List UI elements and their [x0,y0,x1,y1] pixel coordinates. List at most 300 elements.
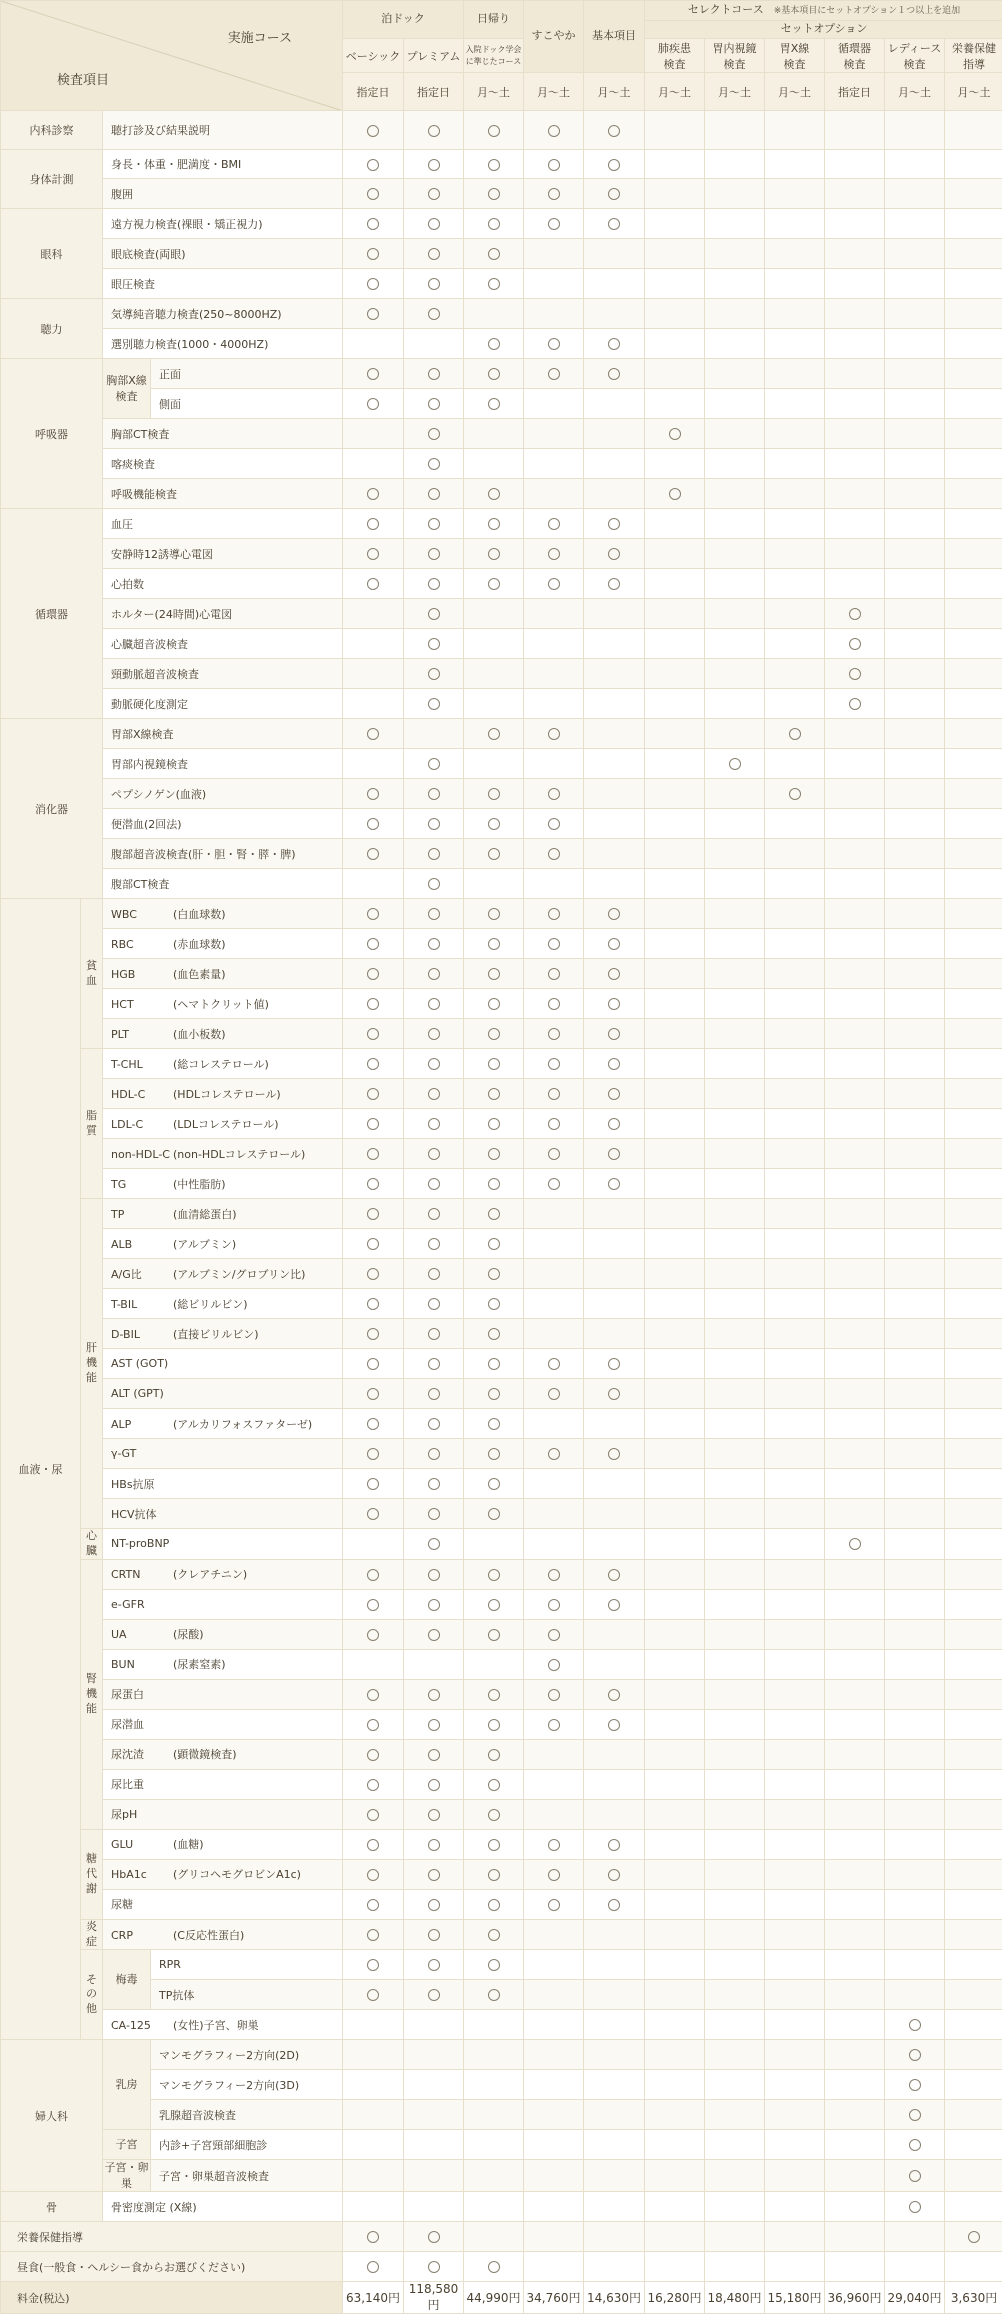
included-circle-icon [548,818,560,830]
mark-cell [645,1349,705,1379]
included-circle-icon [428,818,440,830]
mark-cell [705,449,765,479]
included-circle-icon [428,488,440,500]
mark-cell [945,1559,1002,1589]
mark-cell [705,1289,765,1319]
included-circle-icon [367,1599,379,1611]
item-label [103,809,343,839]
course-name-7: 胃X線 検査 [765,39,825,73]
mark-cell [645,2160,705,2192]
item-name: 胃部内視鏡検査 [111,757,188,771]
included-circle-icon [488,968,500,980]
mark-cell [825,209,885,239]
mark-cell [645,111,705,150]
mark-cell [464,479,524,509]
mark-cell [524,1139,584,1169]
mark-cell [343,1980,404,2010]
price-value: 36,960円 [825,2282,885,2314]
mark-cell [343,299,404,329]
mark-cell [645,1769,705,1799]
included-circle-icon [428,758,440,770]
included-circle-icon [428,1268,440,1280]
mark-cell [404,809,464,839]
item-label [151,1950,343,1980]
table-row [1,2252,1002,2282]
group-day: 日帰り [464,1,524,39]
mark-cell [524,1199,584,1229]
mark-cell [645,2070,705,2100]
included-circle-icon [669,428,681,440]
mark-cell [464,539,524,569]
included-circle-icon [367,998,379,1010]
included-circle-icon [548,908,560,920]
group-sukoyaka: すこやか [524,1,584,73]
mark-cell [825,239,885,269]
mark-cell [945,1499,1002,1529]
included-circle-icon [428,428,440,440]
mark-cell [343,1679,404,1709]
mark-cell [404,1950,464,1980]
mark-cell [343,2040,404,2070]
mark-cell [464,1950,524,1980]
included-circle-icon [849,668,861,680]
mark-cell [645,1859,705,1889]
mark-cell [645,1019,705,1049]
mark-cell [645,1079,705,1109]
subcategory-chest-xray: 胸部X線 検査 [103,359,151,419]
mark-cell [645,359,705,389]
item-name: 腹囲 [111,187,133,201]
mark-cell [584,359,645,389]
price-value: 3,630円 [945,2282,1002,2314]
mark-cell [404,1469,464,1499]
mark-cell [765,929,825,959]
mark-cell [825,299,885,329]
mark-cell [343,111,404,150]
mark-cell [464,1469,524,1499]
mark-cell [343,1739,404,1769]
mark-cell [705,959,765,989]
included-circle-icon [909,2201,921,2213]
included-circle-icon [909,2049,921,2061]
table-row [1,659,1002,689]
item-label [151,2040,343,2070]
mark-cell [524,2100,584,2130]
item-description: (アルブミン) [173,1237,237,1251]
mark-cell [343,1229,404,1259]
mark-cell [464,1799,524,1829]
item-description: (尿酸) [173,1628,204,1642]
item-label [103,1679,343,1709]
mark-cell [945,150,1002,179]
item-label [103,1349,343,1379]
included-circle-icon [608,1118,620,1130]
mark-cell [945,1199,1002,1229]
mark-cell [404,689,464,719]
item-label [103,1859,343,1889]
mark-cell [705,299,765,329]
included-circle-icon [367,908,379,920]
table-row [1,1049,1002,1079]
mark-cell [885,2010,945,2040]
mark-cell [885,1829,945,1859]
included-circle-icon [367,788,379,800]
mark-cell [705,1229,765,1259]
mark-cell [464,1679,524,1709]
mark-cell [945,179,1002,209]
mark-cell [343,1769,404,1799]
item-label [103,329,343,359]
mark-cell [645,539,705,569]
item-label [103,1019,343,1049]
included-circle-icon [909,2019,921,2031]
item-name: HCT [111,997,134,1011]
price-value: 44,990円 [464,2282,524,2314]
mark-cell [705,1079,765,1109]
course-name-2: 入院ドック学会 に準じたコース [464,39,524,73]
mark-cell [945,111,1002,150]
included-circle-icon [548,1899,560,1911]
included-circle-icon [428,1418,440,1430]
included-circle-icon [548,1088,560,1100]
mark-cell [524,1980,584,2010]
mark-cell [584,929,645,959]
mark-cell [765,479,825,509]
included-circle-icon [548,848,560,860]
included-circle-icon [548,1689,560,1701]
mark-cell [404,599,464,629]
mark-cell [404,869,464,899]
item-name: ホルター(24時間)心電図 [111,607,233,621]
mark-cell [524,389,584,419]
mark-cell [645,599,705,629]
mark-cell [825,1889,885,1919]
mark-cell [885,1169,945,1199]
course-name-10: 栄養保健 指導 [945,39,1002,73]
mark-cell [584,1799,645,1829]
included-circle-icon [608,968,620,980]
schedule-day-0: 指定日 [343,73,404,111]
included-circle-icon [608,1689,620,1701]
table-row [1,1259,1002,1289]
mark-cell [584,1439,645,1469]
included-circle-icon [367,488,379,500]
mark-cell [404,1739,464,1769]
mark-cell [945,2130,1002,2160]
included-circle-icon [367,1779,379,1791]
mark-cell [343,1199,404,1229]
mark-cell [705,1109,765,1139]
mark-cell [343,599,404,629]
mark-cell [464,869,524,899]
included-circle-icon [488,1989,500,2001]
table-row [1,1649,1002,1679]
included-circle-icon [428,1749,440,1761]
mark-cell [705,2222,765,2252]
item-name: UA [111,1628,127,1642]
mark-cell [343,479,404,509]
mark-cell [765,1859,825,1889]
mark-cell [765,779,825,809]
course-name-0: ベーシック [343,39,404,73]
mark-cell [825,1289,885,1319]
mark-cell [885,479,945,509]
mark-cell [705,1859,765,1889]
mark-cell [343,959,404,989]
item-name: 胸部CT検査 [111,427,170,441]
included-circle-icon [367,1298,379,1310]
mark-cell [343,929,404,959]
group-select [645,1,1002,21]
included-circle-icon [548,1178,560,1190]
mark-cell [584,509,645,539]
mark-cell [825,1079,885,1109]
item-name: 気導純音聴力検査(250~8000HZ) [111,307,282,321]
included-circle-icon [367,1148,379,1160]
mark-cell [404,749,464,779]
mark-cell [404,899,464,929]
mark-cell [825,2130,885,2160]
mark-cell [584,2222,645,2252]
mark-cell [885,509,945,539]
mark-cell [343,1019,404,1049]
mark-cell [464,899,524,929]
mark-cell [404,239,464,269]
item-label [103,1469,343,1499]
item-name: 動脈硬化度測定 [111,697,188,711]
table-row [1,869,1002,899]
included-circle-icon [608,1569,620,1581]
mark-cell [825,539,885,569]
mark-cell [945,539,1002,569]
included-circle-icon [608,368,620,380]
mark-cell [404,269,464,299]
mark-cell [464,1289,524,1319]
item-label [151,2070,343,2100]
mark-cell [524,1379,584,1409]
item-name: RBC [111,937,134,951]
table-row [1,629,1002,659]
subcategory-kanki: 肝 機 能 [81,1199,103,1529]
mark-cell [584,1919,645,1950]
mark-cell [825,1229,885,1259]
mark-cell [645,1439,705,1469]
mark-cell [404,1919,464,1950]
item-label [151,389,343,419]
mark-cell [404,111,464,150]
mark-cell [343,2010,404,2040]
item-name: 正面 [159,367,181,381]
mark-cell [645,1679,705,1709]
mark-cell [765,150,825,179]
mark-cell [885,299,945,329]
item-name: TG [111,1177,127,1191]
mark-cell [524,1259,584,1289]
item-label [103,1259,343,1289]
included-circle-icon [367,125,379,137]
table-row [1,1799,1002,1829]
mark-cell [584,869,645,899]
mark-cell [825,1829,885,1859]
mark-cell [765,1109,825,1139]
mark-cell [705,1019,765,1049]
mark-cell [765,329,825,359]
schedule-day-7: 月～土 [765,73,825,111]
mark-cell [584,1649,645,1679]
included-circle-icon [548,1569,560,1581]
included-circle-icon [608,1599,620,1611]
mark-cell [464,629,524,659]
mark-cell [945,2040,1002,2070]
item-name: マンモグラフィー2方向(2D) [159,2048,300,2062]
mark-cell [404,2160,464,2192]
mark-cell [584,179,645,209]
mark-cell [885,150,945,179]
mark-cell [825,1649,885,1679]
included-circle-icon [367,1418,379,1430]
mark-cell [343,839,404,869]
mark-cell [464,1980,524,2010]
included-circle-icon [909,2079,921,2091]
mark-cell [945,389,1002,419]
mark-cell [945,449,1002,479]
mark-cell [825,659,885,689]
mark-cell [464,1409,524,1439]
mark-cell [645,899,705,929]
mark-cell [765,2192,825,2222]
item-description: (non-HDLコレステロール) [173,1147,306,1161]
mark-cell [885,449,945,479]
mark-cell [705,1379,765,1409]
mark-cell [524,839,584,869]
mark-cell [524,1019,584,1049]
mark-cell [945,1529,1002,1560]
included-circle-icon [488,398,500,410]
mark-cell [765,299,825,329]
category-kokyu: 呼吸器 [1,359,103,509]
mark-cell [343,1409,404,1439]
mark-cell [885,629,945,659]
mark-cell [765,1019,825,1049]
mark-cell [584,1499,645,1529]
mark-cell [705,929,765,959]
mark-cell [885,959,945,989]
mark-cell [885,1049,945,1079]
mark-cell [343,389,404,419]
item-name: 便潜血(2回法) [111,817,182,831]
included-circle-icon [488,1088,500,1100]
mark-cell [404,2100,464,2130]
mark-cell [765,1559,825,1589]
included-circle-icon [608,1088,620,1100]
mark-cell [343,419,404,449]
mark-cell [464,179,524,209]
mark-cell [765,1169,825,1199]
mark-cell [645,659,705,689]
item-name: 眼圧検査 [111,277,155,291]
mark-cell [885,111,945,150]
mark-cell [584,839,645,869]
mark-cell [765,2040,825,2070]
included-circle-icon [428,1448,440,1460]
table-row [1,2010,1002,2040]
item-description: (グリコヘモグロビンA1c) [173,1868,301,1882]
schedule-day-6: 月～土 [705,73,765,111]
mark-cell [705,1559,765,1589]
included-circle-icon [367,278,379,290]
item-name: CA-125 [111,2018,151,2032]
table-row [1,899,1002,929]
included-circle-icon [488,1749,500,1761]
mark-cell [343,269,404,299]
mark-cell [464,1859,524,1889]
mark-cell [404,1529,464,1560]
mark-cell [584,1859,645,1889]
mark-cell [945,959,1002,989]
included-circle-icon [428,968,440,980]
included-circle-icon [367,1478,379,1490]
included-circle-icon [849,608,861,620]
included-circle-icon [367,1388,379,1400]
included-circle-icon [428,1088,440,1100]
mark-cell [765,1229,825,1259]
mark-cell [645,389,705,419]
mark-cell [645,1559,705,1589]
group-set-option: セットオプション [645,21,1002,39]
item-label [103,1109,343,1139]
mark-cell [524,329,584,359]
mark-cell [343,719,404,749]
mark-cell [404,1169,464,1199]
included-circle-icon [367,1058,379,1070]
mark-cell [765,179,825,209]
mark-cell [464,209,524,239]
mark-cell [584,209,645,239]
mark-cell [705,599,765,629]
included-circle-icon [488,188,500,200]
table-row [1,1769,1002,1799]
item-description: (女性)子宮、卵巣 [173,2018,259,2032]
mark-cell [885,1980,945,2010]
mark-cell [343,1529,404,1560]
table-row [1,959,1002,989]
included-circle-icon [548,1599,560,1611]
item-label [103,1919,343,1950]
mark-cell [464,1379,524,1409]
item-name: 聴打診及び結果説明 [111,124,210,137]
mark-cell [825,1409,885,1439]
included-circle-icon [367,1569,379,1581]
included-circle-icon [428,1508,440,1520]
mark-cell [645,1829,705,1859]
mark-cell [765,2130,825,2160]
mark-cell [825,1139,885,1169]
table-row [1,809,1002,839]
mark-cell [524,111,584,150]
item-label [103,1619,343,1649]
mark-cell [825,2222,885,2252]
table-row [1,1379,1002,1409]
mark-cell [765,1499,825,1529]
subcategory-shikyu: 子宮 [103,2130,151,2160]
mark-cell [464,929,524,959]
mark-cell [524,1589,584,1619]
table-row [1,1529,1002,1560]
mark-cell [584,1319,645,1349]
mark-cell [705,779,765,809]
mark-cell [584,449,645,479]
included-circle-icon [548,788,560,800]
